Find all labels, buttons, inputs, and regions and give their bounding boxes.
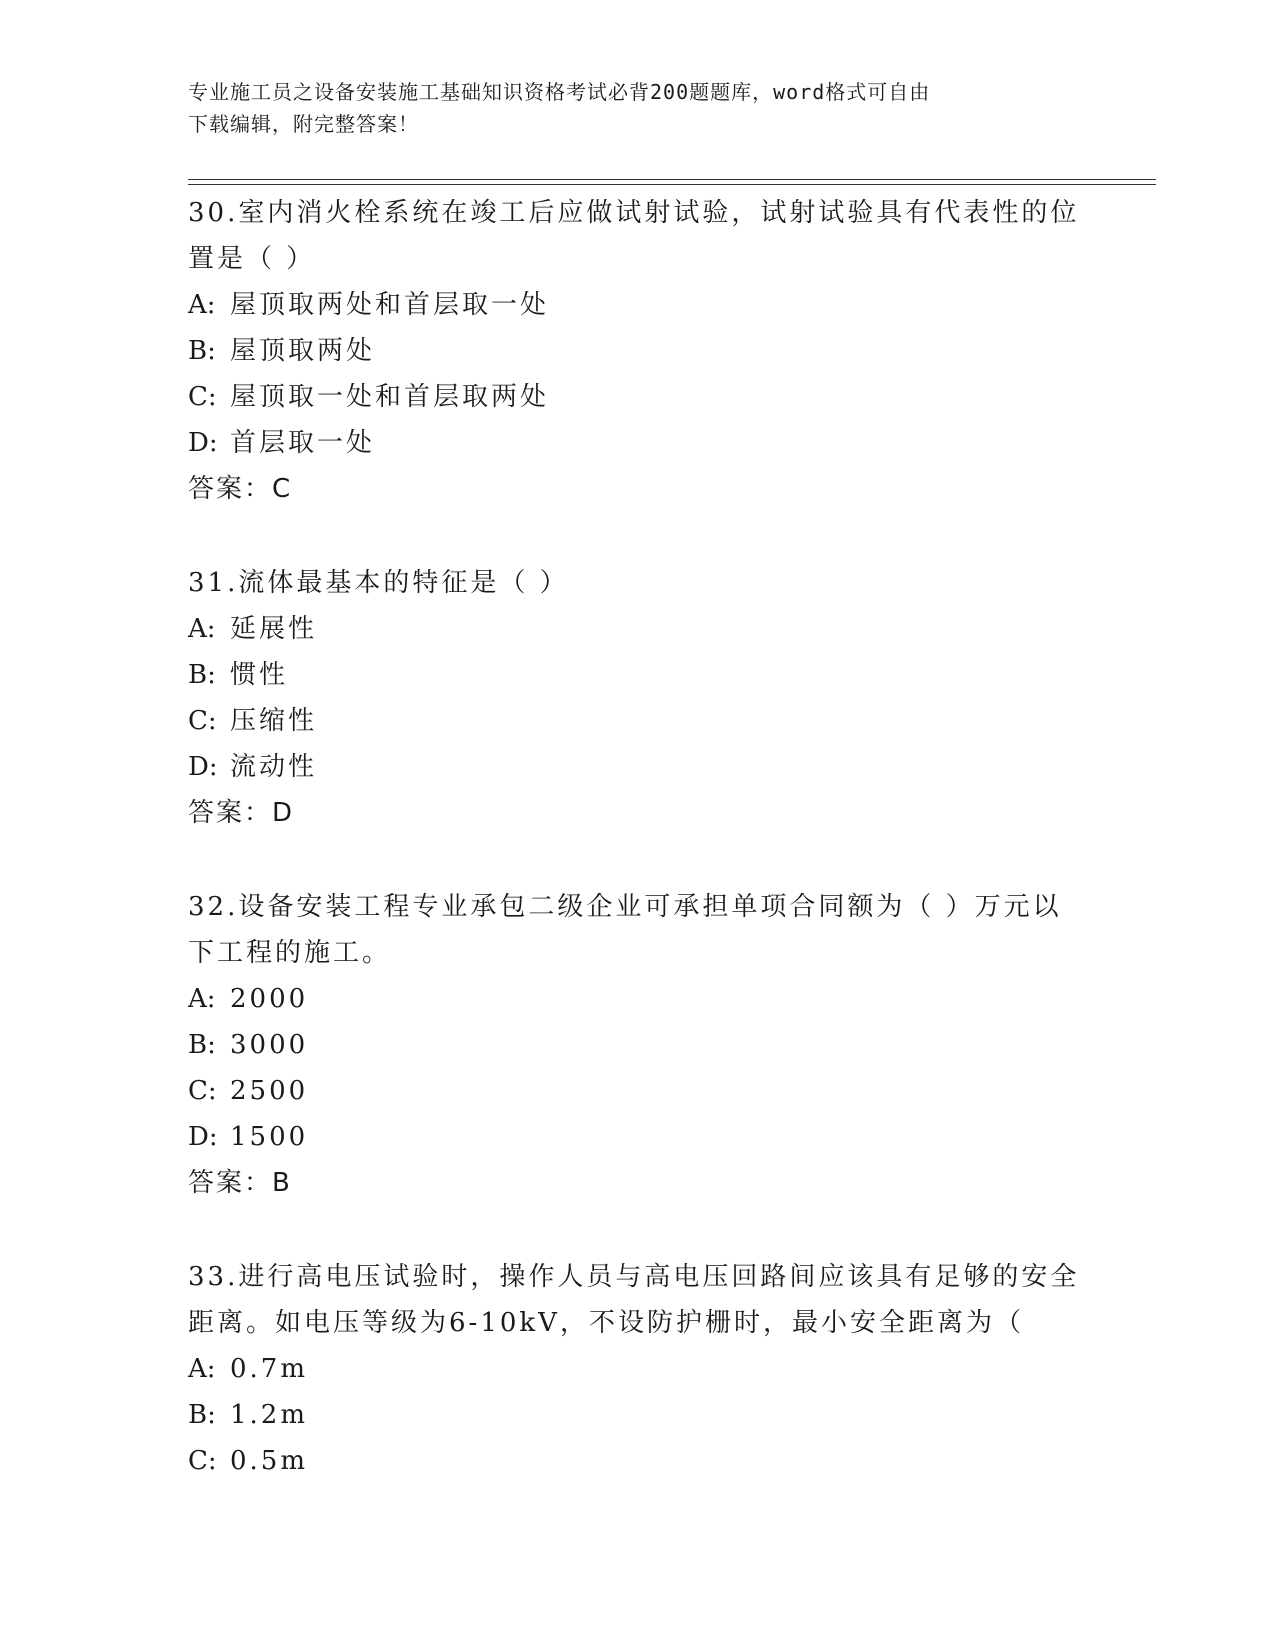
option-letter: D: (188, 752, 218, 782)
option-text: 屋顶取一处和首层取两处 (230, 382, 550, 412)
option-c (188, 1068, 1088, 1114)
option-letter: C: (188, 706, 217, 736)
option-text: 压缩性 (230, 706, 318, 736)
answer-text: 答案：C (188, 474, 293, 504)
option-text: 3000 (230, 1030, 309, 1060)
option-d (188, 420, 1088, 466)
header-title-line-1: 专业施工员之设备安装施工基础知识资格考试必背200题题库，word格式可自由 (188, 80, 931, 104)
option-letter: B: (188, 1400, 216, 1430)
option-text: 惯性 (230, 660, 289, 690)
option-letter: C: (188, 1446, 217, 1476)
question-text-line-2: 下工程的施工。 (188, 938, 392, 968)
header-divider-bottom (188, 184, 1156, 185)
option-a (188, 1346, 1088, 1392)
question-30 (188, 190, 1088, 512)
option-c (188, 698, 1088, 744)
option-text: 屋顶取两处 (230, 336, 376, 366)
option-d (188, 1114, 1088, 1160)
option-b (188, 652, 1088, 698)
answer-text: 答案：B (188, 1168, 292, 1198)
option-c (188, 374, 1088, 420)
question-text-line-2: 距离。如电压等级为6-10kV，不设防护栅时，最小安全距离为（ (188, 1308, 1024, 1338)
option-b (188, 328, 1088, 374)
option-b (188, 1392, 1088, 1438)
option-letter: D: (188, 428, 218, 458)
question-text-line-2: 置是（ ） (188, 244, 316, 274)
document-header (188, 76, 1068, 140)
option-letter: B: (188, 336, 216, 366)
option-a (188, 976, 1088, 1022)
option-d (188, 744, 1088, 790)
question-33 (188, 1254, 1088, 1484)
option-letter: C: (188, 1076, 217, 1106)
option-a (188, 282, 1088, 328)
header-divider-top (188, 179, 1156, 180)
option-text: 流动性 (230, 752, 318, 782)
option-text: 2000 (230, 984, 309, 1014)
question-text-line-1: 33.进行高电压试验时，操作人员与高电压回路间应该具有足够的安全 (188, 1262, 1080, 1292)
option-letter: A: (188, 290, 216, 320)
option-a (188, 606, 1088, 652)
option-text: 2500 (230, 1076, 309, 1106)
option-text: 屋顶取两处和首层取一处 (230, 290, 550, 320)
option-letter: D: (188, 1122, 218, 1152)
option-letter: A: (188, 1354, 216, 1384)
option-letter: B: (188, 1030, 216, 1060)
option-text: 0.7m (230, 1354, 309, 1384)
option-letter: A: (188, 984, 216, 1014)
question-text-line-1: 31.流体最基本的特征是（ ） (188, 568, 569, 598)
option-c (188, 1438, 1088, 1484)
option-b (188, 1022, 1088, 1068)
answer-text: 答案：D (188, 798, 295, 828)
question-31 (188, 560, 1088, 836)
question-text-line-1: 32.设备安装工程专业承包二级企业可承担单项合同额为（ ）万元以 (188, 892, 1062, 922)
option-text: 1.2m (230, 1400, 309, 1430)
question-32 (188, 884, 1088, 1206)
question-text-line-1: 30.室内消火栓系统在竣工后应做试射试验，试射试验具有代表性的位 (188, 198, 1080, 228)
question-list (188, 190, 1088, 1532)
option-text: 1500 (230, 1122, 309, 1152)
option-letter: C: (188, 382, 217, 412)
header-title-line-2: 下载编辑，附完整答案！ (188, 112, 419, 136)
option-text: 0.5m (230, 1446, 309, 1476)
option-letter: B: (188, 660, 216, 690)
option-text: 首层取一处 (230, 428, 376, 458)
option-letter: A: (188, 614, 216, 644)
option-text: 延展性 (230, 614, 318, 644)
